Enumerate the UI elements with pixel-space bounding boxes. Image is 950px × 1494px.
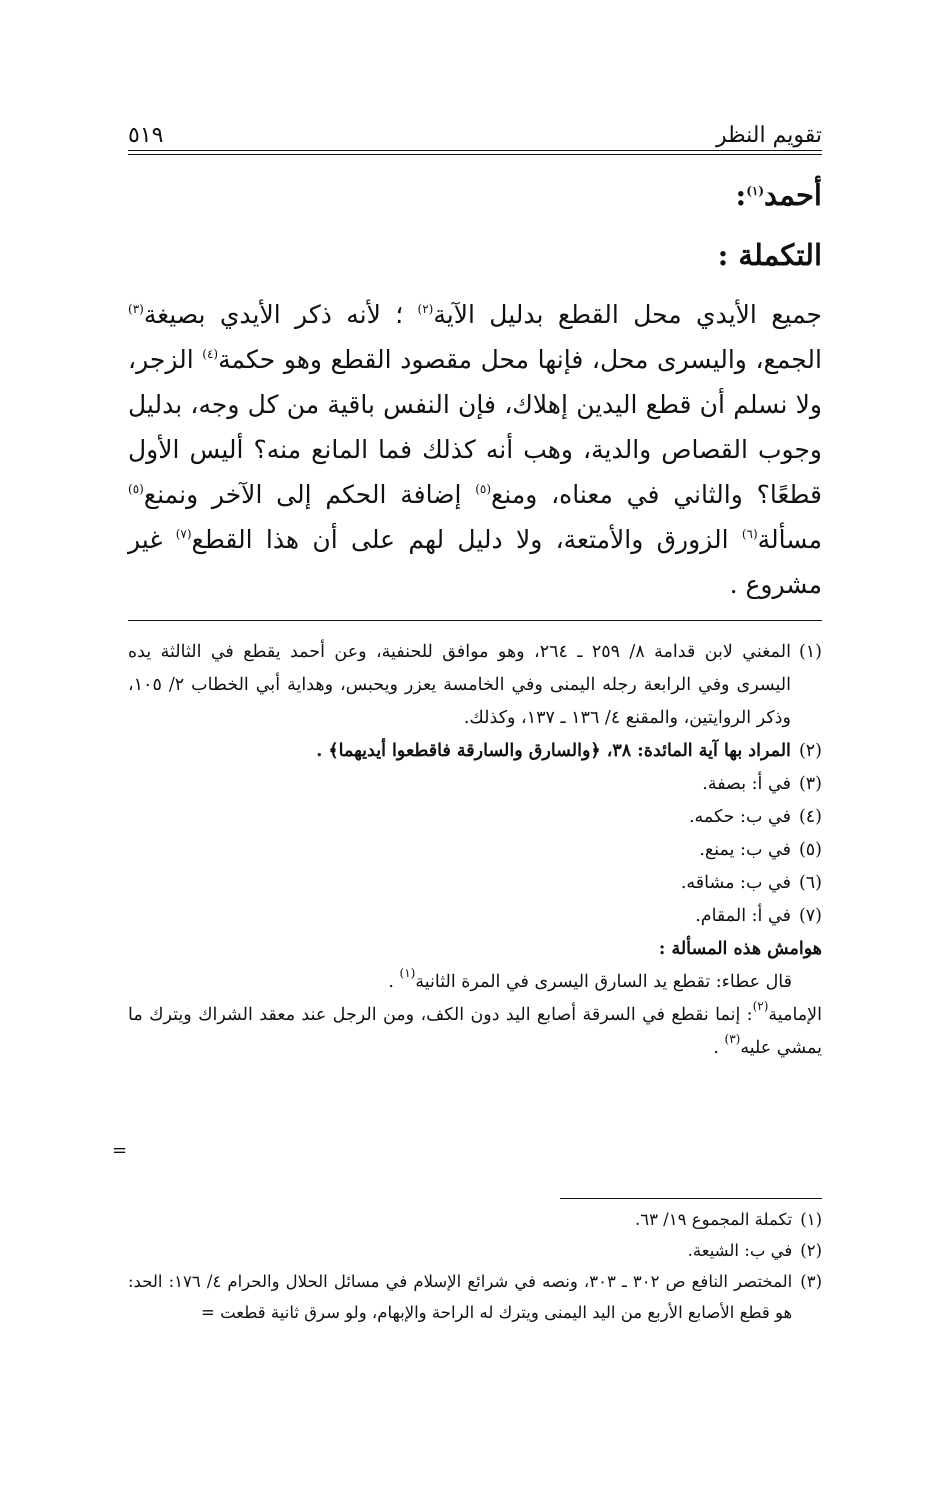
page-number: ٥١٩ [128, 123, 164, 148]
footnote-1: (١) المغني لابن قدامة ٨/ ٢٥٩ ـ ٢٦٤، وهو موافق للحنفية، وعن أحمد يقطع في الثالثة يده اليسرى وفي الرابعة رجله اليمنى وفي الخامسة يعزر ويحبس، وهداية أبي الخطاب ٢/ ١٠٥، وذكر الروايتين، والمقنع ٤/ ١٣٦ ـ ١٣٧، وكذلك. [128, 642, 822, 728]
margins-line-ata: قال عطاء: تقطع يد السارق اليسرى في المرة الثانية$^{(١)}$ . [388, 966, 792, 992]
margins-heading: هوامش هذه المسألة : [658, 939, 822, 959]
margins-line-imamiyya: الإمامية$^{(٢)}$: إنما نقطع في السرقة أصابع اليد دون الكف، ومن الرجل عند معقد الشراك ويترك ما يمشي عليه$^{(٣)}$ . [128, 999, 822, 1058]
header-rule [128, 150, 822, 151]
footnote-5: (٥) في ب: يمنع. [699, 840, 822, 860]
footnote-b2: (٢) في ب: الشيعة. [687, 1241, 822, 1260]
running-head [128, 112, 822, 148]
footnotes-2 [128, 1204, 822, 1328]
footnote-b3: (٣) المختصر النافع ص ٣٠٢ ـ ٣٠٣، ونصه في شرائع الإسلام في مسائل الحلال والحرام ٤/ ١٧٦: الحد: هو قطع الأصابع الأربع من اليد اليمنى ويترك له الراحة والإبهام، ولو سرق ثانية قطعت = [128, 1272, 822, 1322]
footnotes-1 [128, 636, 822, 1065]
main-paragraph: جميع الأيدي محل القطع بدليل الآية$^{(٢)}$ ؛ لأنه ذكر الأيدي بصيغة$^{(٣)}$ الجمع، واليسرى محل، فإنها محل مقصود القطع وهو حكمة$^{(٤)}$ الزجر، ولا نسلم أن قطع اليدين إهلاك، فإن النفس باقية من كل وجه، بدليل وجوب القصاص والدية، وهب أنه كذلك فما المانع منه؟ أليس الأول قطعًا؟ والثاني في معناه، ومنع$^{(٥)}$ إضافة الحكم إلى الآخر ونمنع$^{(٥)}$ مسألة$^{(٦)}$ الزورق والأمتعة، ولا دليل لهم على أن هذا القطع$^{(٧)}$ غير مشروع . [128, 300, 822, 599]
footnote-4: (٤) في ب: حكمه. [688, 807, 822, 827]
footnote-6: (٦) في ب: مشاقه. [680, 873, 822, 893]
running-head-title: تقويم النظر [715, 123, 822, 148]
footnote-rule-short [560, 1198, 822, 1199]
note-ref: (١) [746, 184, 765, 198]
heading-ahmad: أحمد$^{(١)}$: [735, 178, 822, 212]
footnote-b1: (١) تكملة المجموع ١٩/ ٦٣. [634, 1210, 822, 1229]
header-rule-thin [128, 154, 822, 155]
heading-takmila: التكملة : [717, 238, 822, 272]
footnote-3: (٣) في أ: بصفة. [702, 774, 822, 794]
main-text [128, 292, 822, 607]
footnote-2: (٢) المراد بها آية المائدة: ٣٨، ﴿والسارق والسارقة فاقطعوا أيديهما﴾ . [316, 741, 822, 761]
continuation-mark: = [112, 1140, 128, 1161]
footnote-rule [128, 620, 822, 621]
footnote-7: (٧) في أ: المقام. [695, 906, 822, 926]
